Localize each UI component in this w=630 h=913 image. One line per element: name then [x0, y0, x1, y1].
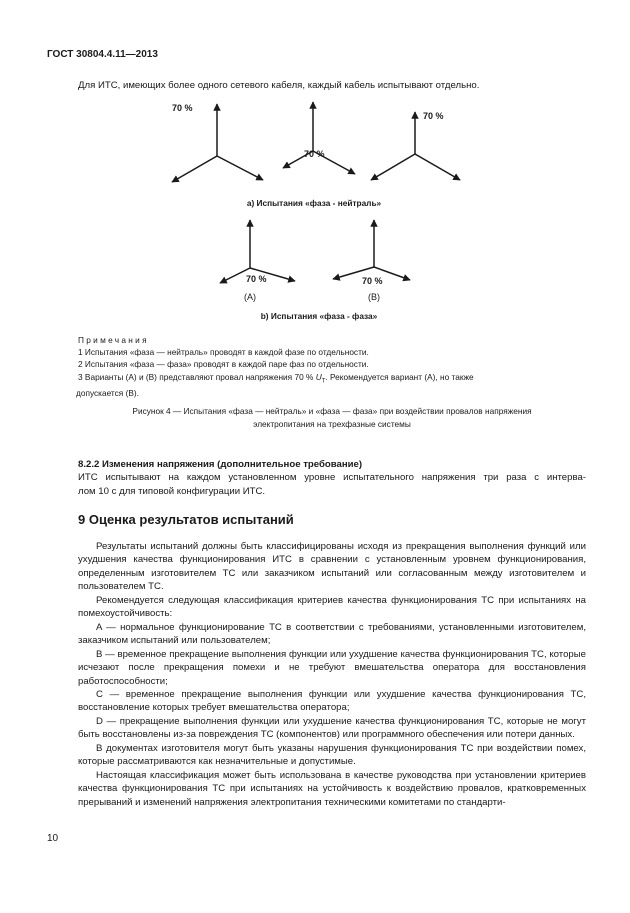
label-variant-a: (A) — [244, 292, 256, 302]
label-variant-b: (B) — [368, 292, 380, 302]
label-70-variant-a: 70 % — [246, 274, 267, 284]
section-9-heading: 9 Оценка результатов испытаний — [78, 512, 294, 527]
notes-title: Примечания — [78, 335, 149, 345]
note-3: 3 Варианты (A) и (B) представляют провал напряжения 70 % $U_T$. Рекомендуется вариант (A), но также — [78, 371, 474, 385]
page-number: 10 — [47, 833, 59, 844]
section-9-paragraph-2: Рекомендуется следующая классификация критериев качества функционирования ТС при испытаниях на помехоустойчивость: — [78, 594, 586, 620]
section-8-2-2-line-1: ИТС испытывают на каждом установленном уровне испытательного напряжения три раза с интерва- — [78, 472, 586, 484]
criterion-b: B — временное прекращение выполнения функции или ухудшение качества функционирования ТС, которые исчезают после прекращения помехи и не требуют вмешательства оператора для восстановления работоспособности; — [78, 648, 586, 687]
section-8-2-2 — [78, 458, 586, 498]
phasor-diagram-left — [172, 104, 263, 182]
figure-caption-line-2: электропитания на трехфазные системы — [253, 418, 411, 429]
figure-4-phasor-diagrams — [150, 98, 480, 330]
section-8-2-2-heading: 8.2.2 Изменения напряжения (дополнительное требование) — [78, 459, 363, 470]
note-1: 1 Испытания «фаза — нейтраль» проводят в каждой фазе по отдельности. — [78, 347, 369, 358]
note-3-continuation: допускается (B). — [76, 388, 139, 399]
criterion-d: D — прекращение выполнения функции или ухудшение качества функционирования ТС, которые не могут быть восстановлены из-за повреждения ТС (компонентов) или программного обеспечения или потери данных. — [78, 715, 586, 741]
label-70-right: 70 % — [423, 111, 444, 121]
label-70-variant-b: 70 % — [362, 276, 383, 286]
figure-notes — [78, 334, 586, 400]
phasor-diagram-variant-b — [333, 220, 410, 280]
note-2: 2 Испытания «фаза — фаза» проводят в каждой паре фаз по отдельности. — [78, 359, 369, 370]
section-9-paragraph-3: В документах изготовителя могут быть указаны нарушения функционирования ТС при воздействии помех, которые рассматриваются как незначительные и допустимые. — [78, 742, 586, 768]
section-9-paragraph-1: Результаты испытаний должны быть классифицированы исходя из прекращения выполнения функций или ухудшения качества функционирования ИТС в сравнении с установленным уровнем функционирования, определенным изготовителем ТС или заказчиком испытаний или согласованным между изготовителем и пользователем ТС. — [78, 541, 586, 593]
caption-phase-phase: b) Испытания «фаза - фаза» — [260, 311, 378, 321]
caption-phase-neutral: a) Испытания «фаза - нейтраль» — [246, 198, 382, 208]
phasor-diagram-right — [371, 112, 460, 180]
phasor-diagram-middle — [283, 102, 355, 174]
section-8-2-2-line-2: лом 10 с для типовой конфигурации ИТС. — [78, 485, 266, 497]
intro-text: Для ИТС, имеющих более одного сетевого кабеля, каждый кабель испытывают отдельно. — [78, 80, 480, 91]
criterion-c: C — временное прекращение выполнения функции или ухудшение качества функционирования ТС, восстановление которых требует вмешательства оператора; — [78, 688, 586, 714]
criterion-a: A — нормальное функционирование ТС в соответствии с требованиями, установленными изготовителем, заказчиком испытаний или пользователем; — [78, 621, 586, 647]
label-70-left: 70 % — [172, 103, 193, 113]
section-9-body — [78, 540, 586, 809]
label-70-middle: 70 % — [304, 149, 325, 159]
document-header: ГОСТ 30804.4.11—2013 — [47, 49, 158, 60]
figure-caption-line-1: Рисунок 4 — Испытания «фаза — нейтраль» и «фаза — фаза» при воздействии провалов напряжения — [132, 406, 532, 416]
figure-caption — [78, 405, 586, 430]
section-9-paragraph-4: Настоящая классификация может быть использована в качестве руководства при установлении критериев качества функционирования ТС при испытаниях на устойчивость к воздействию провалов, кратковременных прерываний и изменений напряжения электропитания техническими комитетами по стандарти- — [78, 769, 586, 808]
